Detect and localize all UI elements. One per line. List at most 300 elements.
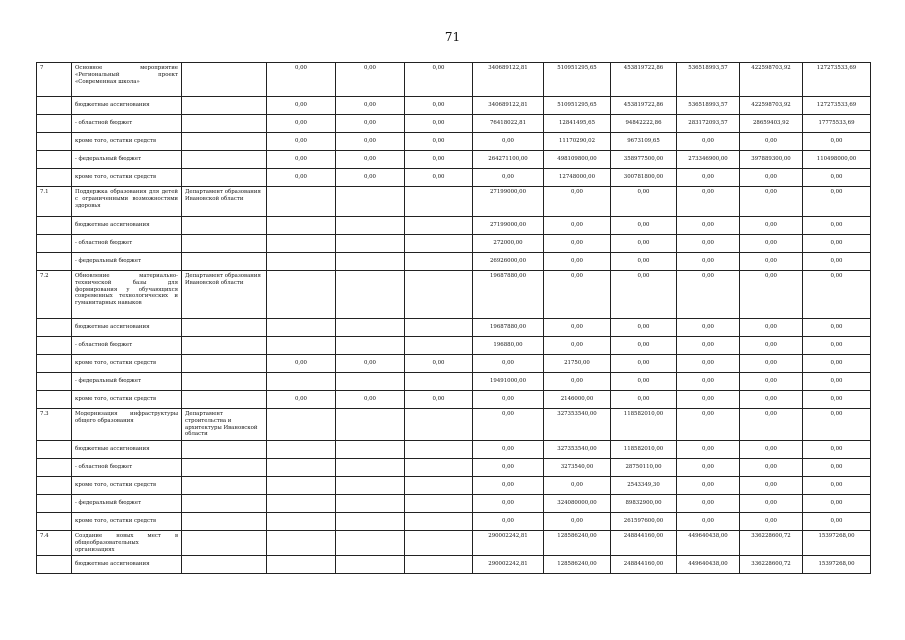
row-index (37, 217, 72, 235)
row-name: Поддержка образования для детей с ограниченными возможностями здоровья (72, 187, 182, 217)
amount-cell: 0,00 (336, 115, 405, 133)
amount-cell (405, 337, 473, 355)
amount-cell (405, 531, 473, 556)
amount-cell (267, 187, 336, 217)
amount-cell: 0,00 (405, 151, 473, 169)
amount-cell (405, 235, 473, 253)
amount-cell: 422598703,92 (740, 63, 803, 97)
amount-cell: 0,00 (336, 63, 405, 97)
amount-cell: 0,00 (405, 63, 473, 97)
table-row (37, 459, 871, 477)
amount-cell: 0,00 (740, 187, 803, 217)
row-index: 7.1 (37, 187, 72, 217)
amount-cell: 0,00 (267, 151, 336, 169)
amount-cell: 0,00 (611, 235, 677, 253)
amount-cell: 128586240,00 (544, 531, 611, 556)
amount-cell: 0,00 (473, 169, 544, 187)
amount-cell: 510951295,65 (544, 63, 611, 97)
amount-cell: 128586240,00 (544, 556, 611, 574)
amount-cell: 0,00 (803, 271, 871, 319)
amount-cell (267, 373, 336, 391)
row-executor (182, 337, 267, 355)
amount-cell: 0,00 (677, 477, 740, 495)
amount-cell: 0,00 (267, 169, 336, 187)
amount-cell: 0,00 (267, 115, 336, 133)
row-name: - областной бюджет (72, 459, 182, 477)
amount-cell: 0,00 (803, 459, 871, 477)
row-executor (182, 477, 267, 495)
row-name: - областной бюджет (72, 235, 182, 253)
amount-cell: 0,00 (544, 337, 611, 355)
amount-cell: 196880,00 (473, 337, 544, 355)
amount-cell: 0,00 (336, 169, 405, 187)
amount-cell: 118582010,00 (611, 441, 677, 459)
row-name: Основное мероприятие «Региональный проект «Современная школа» (72, 63, 182, 97)
table-row (37, 409, 871, 441)
amount-cell: 0,00 (544, 217, 611, 235)
amount-cell: 0,00 (740, 495, 803, 513)
budget-table-body (37, 63, 871, 574)
amount-cell: 327353540,00 (544, 441, 611, 459)
amount-cell: 453819722,86 (611, 63, 677, 97)
row-index (37, 373, 72, 391)
amount-cell (267, 459, 336, 477)
table-row (37, 319, 871, 337)
row-name: кроме того, остатки средств (72, 355, 182, 373)
row-executor (182, 531, 267, 556)
amount-cell: 0,00 (740, 459, 803, 477)
row-name: - федеральный бюджет (72, 151, 182, 169)
amount-cell: 0,00 (267, 391, 336, 409)
amount-cell (336, 235, 405, 253)
row-name: кроме того, остатки средств (72, 513, 182, 531)
amount-cell (336, 459, 405, 477)
amount-cell: 15397268,00 (803, 531, 871, 556)
amount-cell: 2146000,00 (544, 391, 611, 409)
amount-cell: 0,00 (740, 253, 803, 271)
amount-cell: 0,00 (677, 235, 740, 253)
amount-cell (405, 253, 473, 271)
amount-cell: 336228600,72 (740, 531, 803, 556)
amount-cell: 0,00 (336, 391, 405, 409)
amount-cell (336, 253, 405, 271)
row-index (37, 169, 72, 187)
amount-cell: 0,00 (740, 355, 803, 373)
amount-cell: 0,00 (803, 441, 871, 459)
amount-cell: 0,00 (611, 187, 677, 217)
amount-cell: 0,00 (677, 253, 740, 271)
amount-cell: 272000,00 (473, 235, 544, 253)
row-name: бюджетные ассигнования (72, 217, 182, 235)
amount-cell: 0,00 (473, 355, 544, 373)
amount-cell: 0,00 (405, 355, 473, 373)
amount-cell: 510951295,65 (544, 97, 611, 115)
row-index (37, 391, 72, 409)
amount-cell (267, 495, 336, 513)
amount-cell (336, 409, 405, 441)
amount-cell: 0,00 (740, 441, 803, 459)
row-name: кроме того, остатки средств (72, 477, 182, 495)
amount-cell: 3273540,00 (544, 459, 611, 477)
row-index (37, 459, 72, 477)
amount-cell: 0,00 (740, 271, 803, 319)
row-executor (182, 63, 267, 97)
amount-cell: 0,00 (740, 373, 803, 391)
amount-cell: 11170290,02 (544, 133, 611, 151)
amount-cell (267, 337, 336, 355)
amount-cell (267, 531, 336, 556)
row-name: - федеральный бюджет (72, 495, 182, 513)
row-index: 7 (37, 63, 72, 97)
amount-cell: 453819722,86 (611, 97, 677, 115)
row-index (37, 337, 72, 355)
table-row (37, 477, 871, 495)
amount-cell: 0,00 (336, 97, 405, 115)
row-index (37, 355, 72, 373)
amount-cell (336, 271, 405, 319)
amount-cell: 498109800,00 (544, 151, 611, 169)
amount-cell (405, 409, 473, 441)
amount-cell: 0,00 (803, 409, 871, 441)
row-executor (182, 556, 267, 574)
table-row (37, 217, 871, 235)
amount-cell (405, 495, 473, 513)
table-row (37, 373, 871, 391)
amount-cell: 0,00 (473, 133, 544, 151)
amount-cell: 0,00 (611, 319, 677, 337)
amount-cell (336, 441, 405, 459)
row-name: кроме того, остатки средств (72, 133, 182, 151)
amount-cell (336, 513, 405, 531)
amount-cell: 340689122,81 (473, 63, 544, 97)
amount-cell: 0,00 (740, 409, 803, 441)
amount-cell: 0,00 (677, 373, 740, 391)
amount-cell: 9673109,65 (611, 133, 677, 151)
row-name: Обновление материально-технической базы для формирования у обучающихся современных технологических и гуманитарных навыков (72, 271, 182, 319)
row-executor (182, 115, 267, 133)
amount-cell: 0,00 (677, 513, 740, 531)
amount-cell (405, 187, 473, 217)
row-index: 7.3 (37, 409, 72, 441)
amount-cell: 0,00 (336, 355, 405, 373)
row-executor: Департамент образования Ивановской области (182, 271, 267, 319)
amount-cell: 0,00 (611, 373, 677, 391)
amount-cell: 290002242,81 (473, 531, 544, 556)
amount-cell (405, 441, 473, 459)
amount-cell: 0,00 (544, 373, 611, 391)
row-name: - федеральный бюджет (72, 373, 182, 391)
row-index: 7.4 (37, 531, 72, 556)
amount-cell: 0,00 (544, 253, 611, 271)
amount-cell: 0,00 (740, 391, 803, 409)
amount-cell (336, 477, 405, 495)
amount-cell (405, 319, 473, 337)
amount-cell: 0,00 (740, 337, 803, 355)
amount-cell: 0,00 (677, 441, 740, 459)
amount-cell: 340689122,81 (473, 97, 544, 115)
amount-cell: 449640438,00 (677, 531, 740, 556)
amount-cell (336, 337, 405, 355)
row-index (37, 151, 72, 169)
amount-cell: 0,00 (544, 319, 611, 337)
amount-cell: 0,00 (473, 477, 544, 495)
row-name: Создание новых мест в общеобразовательных организациях (72, 531, 182, 556)
amount-cell: 0,00 (544, 477, 611, 495)
row-executor (182, 495, 267, 513)
table-row (37, 235, 871, 253)
amount-cell: 536518993,57 (677, 97, 740, 115)
amount-cell: 19687880,00 (473, 319, 544, 337)
amount-cell: 127273533,69 (803, 63, 871, 97)
table-row (37, 115, 871, 133)
amount-cell: 0,00 (677, 409, 740, 441)
amount-cell: 290002242,81 (473, 556, 544, 574)
table-row (37, 495, 871, 513)
row-executor (182, 151, 267, 169)
amount-cell: 0,00 (740, 133, 803, 151)
amount-cell (336, 531, 405, 556)
row-executor (182, 97, 267, 115)
amount-cell: 0,00 (803, 373, 871, 391)
amount-cell: 248844160,00 (611, 531, 677, 556)
row-executor (182, 355, 267, 373)
amount-cell: 19687880,00 (473, 271, 544, 319)
amount-cell: 28750110,00 (611, 459, 677, 477)
amount-cell: 0,00 (611, 337, 677, 355)
amount-cell (267, 513, 336, 531)
amount-cell: 0,00 (405, 169, 473, 187)
amount-cell: 0,00 (803, 355, 871, 373)
amount-cell (267, 556, 336, 574)
row-index (37, 319, 72, 337)
row-executor (182, 391, 267, 409)
row-name: бюджетные ассигнования (72, 319, 182, 337)
row-index (37, 235, 72, 253)
table-row (37, 391, 871, 409)
amount-cell: 76418022,81 (473, 115, 544, 133)
amount-cell (336, 495, 405, 513)
amount-cell (405, 556, 473, 574)
amount-cell: 0,00 (473, 459, 544, 477)
amount-cell: 0,00 (611, 355, 677, 373)
table-row (37, 441, 871, 459)
amount-cell: 0,00 (740, 477, 803, 495)
amount-cell: 273346900,00 (677, 151, 740, 169)
amount-cell: 0,00 (740, 235, 803, 253)
amount-cell: 336228600,72 (740, 556, 803, 574)
amount-cell: 0,00 (677, 495, 740, 513)
row-executor (182, 319, 267, 337)
amount-cell: 0,00 (803, 319, 871, 337)
amount-cell (267, 271, 336, 319)
row-executor (182, 513, 267, 531)
row-executor (182, 441, 267, 459)
row-executor (182, 217, 267, 235)
amount-cell: 0,00 (803, 169, 871, 187)
amount-cell: 248844160,00 (611, 556, 677, 574)
row-name: бюджетные ассигнования (72, 441, 182, 459)
amount-cell (336, 187, 405, 217)
row-name: бюджетные ассигнования (72, 97, 182, 115)
amount-cell: 0,00 (677, 133, 740, 151)
amount-cell (267, 217, 336, 235)
table-row (37, 355, 871, 373)
amount-cell: 0,00 (473, 495, 544, 513)
row-index (37, 477, 72, 495)
amount-cell (336, 217, 405, 235)
amount-cell: 0,00 (405, 133, 473, 151)
amount-cell: 0,00 (544, 235, 611, 253)
amount-cell: 0,00 (677, 337, 740, 355)
amount-cell (267, 477, 336, 495)
table-row (37, 97, 871, 115)
row-index (37, 97, 72, 115)
amount-cell: 94842222,86 (611, 115, 677, 133)
row-name: кроме того, остатки средств (72, 169, 182, 187)
row-executor (182, 169, 267, 187)
row-index (37, 513, 72, 531)
amount-cell (267, 235, 336, 253)
amount-cell: 0,00 (267, 97, 336, 115)
amount-cell: 27199000,00 (473, 187, 544, 217)
amount-cell: 0,00 (803, 253, 871, 271)
amount-cell: 118582010,00 (611, 409, 677, 441)
amount-cell: 0,00 (473, 513, 544, 531)
amount-cell: 17775533,69 (803, 115, 871, 133)
row-name: кроме того, остатки средств (72, 391, 182, 409)
amount-cell: 0,00 (544, 513, 611, 531)
row-index: 7.2 (37, 271, 72, 319)
row-executor (182, 235, 267, 253)
row-index (37, 133, 72, 151)
table-row (37, 531, 871, 556)
amount-cell: 110498000,00 (803, 151, 871, 169)
row-name: Модернизация инфраструктуры общего образования (72, 409, 182, 441)
table-row (37, 513, 871, 531)
amount-cell: 0,00 (803, 391, 871, 409)
table-row (37, 63, 871, 97)
amount-cell: 0,00 (740, 169, 803, 187)
amount-cell (267, 441, 336, 459)
amount-cell (405, 271, 473, 319)
amount-cell (267, 253, 336, 271)
amount-cell: 0,00 (677, 391, 740, 409)
amount-cell: 0,00 (544, 187, 611, 217)
budget-table (36, 62, 871, 574)
amount-cell: 0,00 (611, 271, 677, 319)
row-name: - областной бюджет (72, 337, 182, 355)
amount-cell: 0,00 (803, 337, 871, 355)
amount-cell: 0,00 (336, 151, 405, 169)
amount-cell: 0,00 (677, 459, 740, 477)
amount-cell: 0,00 (677, 169, 740, 187)
amount-cell: 0,00 (611, 217, 677, 235)
amount-cell: 0,00 (803, 477, 871, 495)
amount-cell: 89832900,00 (611, 495, 677, 513)
amount-cell: 0,00 (677, 187, 740, 217)
amount-cell: 0,00 (473, 391, 544, 409)
table-row (37, 337, 871, 355)
amount-cell: 0,00 (740, 513, 803, 531)
amount-cell (405, 513, 473, 531)
row-index (37, 253, 72, 271)
amount-cell: 0,00 (803, 513, 871, 531)
amount-cell: 0,00 (267, 355, 336, 373)
amount-cell: 0,00 (677, 319, 740, 337)
amount-cell: 0,00 (803, 187, 871, 217)
amount-cell: 300781800,00 (611, 169, 677, 187)
row-executor (182, 253, 267, 271)
amount-cell: 0,00 (405, 97, 473, 115)
amount-cell: 27199000,00 (473, 217, 544, 235)
amount-cell: 26926000,00 (473, 253, 544, 271)
row-index (37, 495, 72, 513)
amount-cell: 0,00 (803, 495, 871, 513)
amount-cell (336, 373, 405, 391)
table-row (37, 271, 871, 319)
amount-cell: 422598703,92 (740, 97, 803, 115)
table-row (37, 151, 871, 169)
amount-cell: 261597600,00 (611, 513, 677, 531)
amount-cell: 0,00 (677, 217, 740, 235)
amount-cell: 19491000,00 (473, 373, 544, 391)
amount-cell (267, 319, 336, 337)
amount-cell: 449640438,00 (677, 556, 740, 574)
amount-cell: 397889300,00 (740, 151, 803, 169)
amount-cell: 0,00 (803, 217, 871, 235)
row-name: - областной бюджет (72, 115, 182, 133)
amount-cell: 2543349,30 (611, 477, 677, 495)
amount-cell: 0,00 (611, 253, 677, 271)
amount-cell: 0,00 (803, 235, 871, 253)
page-number: 71 (444, 30, 461, 44)
table-row (37, 556, 871, 574)
amount-cell (405, 459, 473, 477)
amount-cell: 324080000,00 (544, 495, 611, 513)
amount-cell (336, 319, 405, 337)
amount-cell: 327353540,00 (544, 409, 611, 441)
amount-cell: 127273533,69 (803, 97, 871, 115)
amount-cell (405, 373, 473, 391)
row-name: бюджетные ассигнования (72, 556, 182, 574)
amount-cell: 0,00 (740, 319, 803, 337)
amount-cell: 536518993,57 (677, 63, 740, 97)
table-row (37, 169, 871, 187)
row-executor (182, 373, 267, 391)
amount-cell: 0,00 (405, 391, 473, 409)
amount-cell: 0,00 (267, 133, 336, 151)
amount-cell: 0,00 (267, 63, 336, 97)
amount-cell: 358977500,00 (611, 151, 677, 169)
amount-cell: 0,00 (611, 391, 677, 409)
row-index (37, 115, 72, 133)
table-row (37, 133, 871, 151)
amount-cell: 0,00 (544, 271, 611, 319)
table-row (37, 253, 871, 271)
amount-cell (336, 556, 405, 574)
row-executor (182, 459, 267, 477)
row-index (37, 556, 72, 574)
amount-cell: 0,00 (677, 355, 740, 373)
amount-cell: 0,00 (405, 115, 473, 133)
amount-cell (405, 477, 473, 495)
amount-cell: 0,00 (336, 133, 405, 151)
amount-cell (405, 217, 473, 235)
amount-cell: 12841495,65 (544, 115, 611, 133)
table-row (37, 187, 871, 217)
amount-cell: 15397268,00 (803, 556, 871, 574)
amount-cell (267, 409, 336, 441)
